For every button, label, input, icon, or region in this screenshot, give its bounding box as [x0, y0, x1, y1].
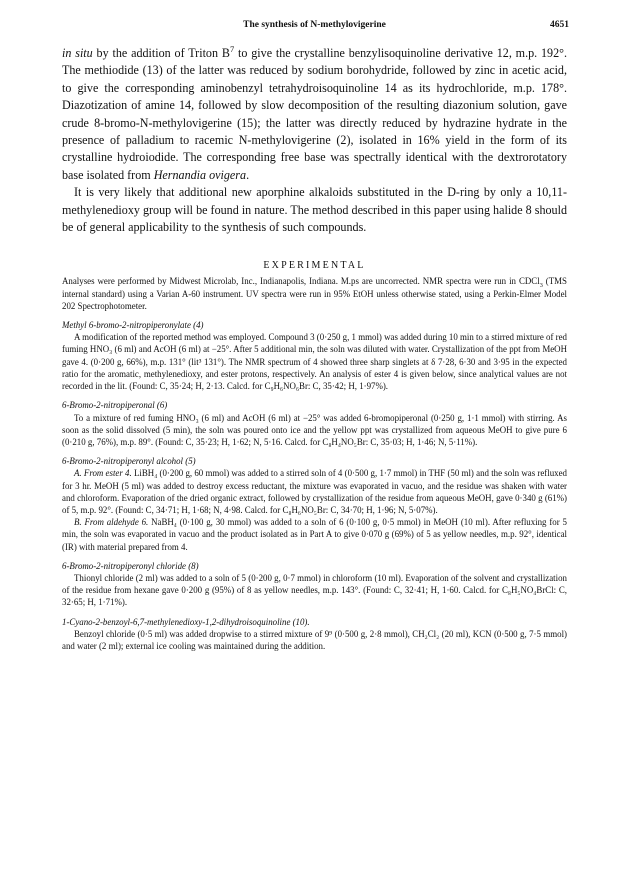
section-reissert-10 [62, 616, 567, 653]
analyses-text-run: Analyses were performed by Midwest Microlab, Inc., Indianapolis, Indiana. M.ps are uncorrected. NMR spectra were run in CDCl [62, 276, 540, 287]
experimental-heading: EXPERIMENTAL [263, 260, 366, 272]
section-chloride-8 [62, 560, 567, 609]
intro-paragraph-2: It is very likely that additional new aporphine alkaloids substituted in the D-ring by only a 10,11-methylenedioxy group will be found in nature. The method described in this paper using halide 8 should be of general applicability to the synthesis of such compounds. [62, 185, 567, 235]
intro-text-run: by the addition of Triton B [92, 46, 230, 60]
section-body: A modification of the reported method was employed. Compound 3 (0·250 g, 1 mmol) was added during 10 min to a stirred mixture of red fuming HNO₃ (6 ml) and AcOH (6 ml) at −25°. After 5 additional min, the soln was diluted with water. Crystallization of the ppt from MeOH gave 4. (0·200 g, 66%), m.p. 131° (lit³ 131°). The NMR spectrum of 4 showed three sharp singlets at δ 7·28, 6·30 and 3·95 in the expected ratio for the aromatic, methylenedioxy, and ester protons, respectively. An analysis of ester 4 is given below, since analytical values are not recorded in the lit. (Found: C, 35·24; H, 2·13. Calcd. for C₉H₆NO₆Br: C, 35·42; H, 1·97%). [62, 332, 567, 392]
section-body: To a mixture of red fuming HNO₃ (6 ml) and AcOH (6 ml) at −25° was added 6-bromopiperonal (0·250 g, 1·1 mmol) with stirring. As soon as the solid dissolved (5 min), the soln was poured onto ice and the yellow ppt was crystallized from aqueous MeOH to give pure 6 (0·210 g, 76%), m.p. 89°. (Found: C, 35·23; H, 1·62; N, 5·16. Calcd. for C₈H₄NO₅Br: C, 35·03; H, 1·46; N, 5·11%). [62, 412, 567, 447]
section-title: Methyl 6-bromo-2-nitropiperonylate (4) [62, 320, 204, 331]
reference-superscript: 7 [229, 43, 235, 54]
analyses-subscript: 3 [539, 282, 543, 290]
section-title: 6-Bromo-2-nitropiperonyl alcohol (5) [62, 456, 196, 467]
procedure-part-b [62, 516, 567, 553]
journal-page [62, 20, 567, 652]
section-body: Thionyl chloride (2 ml) was added to a soln of 5 (0·200 g, 0·7 mmol) in chloroform (10 ml). Evaporation of the solvent and crystallization of the residue from hexane gave 0·200 g (95%) of 8 as yellow needles, m.p. 143°. (Found: C, 32·41; H, 1·60. Calcd. for C₈H₅NO₄BrCl: C, 32·65; H, 1·71%). [62, 572, 567, 608]
section-aldehyde-6 [62, 399, 567, 448]
section-title: 6-Bromo-2-nitropiperonyl chloride (8) [62, 560, 199, 571]
part-text: NaBH₄ (0·100 g, 30 mmol) was added to a soln of 6 (0·100 g, 0·5 mmol) in MeOH (10 ml). After refluxing for 5 min, the soln was evaporated in vacuo and the product isolated as in Part A to give 0·070 g (69%) of 5 as yellow needles, m.p. 92°, identical (IR) with material prepared from 4. [62, 517, 567, 552]
procedure-part-a [62, 467, 567, 516]
in-situ-term: in situ [62, 46, 93, 60]
part-text: LiBH₄ (0·200 g, 60 mmol) was added to a stirred soln of 4 (0·500 g, 1·7 mmol) in THF (50 ml) and the soln was refluxed for 3 hr. MeOH (5 ml) was added to destroy excess reductant, the mixture was evaporated in vacuo, and the residue was shaken with water and chloroform. Evaporation of the dried organic extract, followed by crystallization of the residue from aqueous MeOH, gave 0·340 g (61%) of 5, m.p. 92°. (Found: C, 34·71; H, 1·68; N, 4·98. Calcd. for C₈H₆NO₅Br: C, 34·70; H, 1·96; N, 5·07%). [62, 468, 567, 515]
analyses-note [62, 275, 567, 312]
section-body: Benzoyl chloride (0·5 ml) was added dropwise to a stirred mixture of 9⁹ (0·500 g, 2·8 mmol), CH₂Cl₂ (20 ml), KCN (0·500 g, 7·5 mmol) and water (2 ml); external ice cooling was maintained during the addition. [62, 628, 567, 651]
section-title: 6-Bromo-2-nitropiperonal (6) [62, 400, 168, 411]
running-head [62, 20, 567, 34]
intro-paragraph-1 [62, 45, 567, 184]
section-ester-4 [62, 319, 567, 392]
part-lead: B. From aldehyde 6. [74, 517, 149, 528]
running-title: The synthesis of N-methylovigerine [243, 20, 386, 30]
analyses-paragraph [62, 275, 567, 312]
page-number: 4651 [550, 20, 569, 30]
section-title: 1-Cyano-2-benzoyl-6,7-methylenedioxy-1,2-dihydroisoquinoline (10). [62, 616, 310, 627]
intro-text-run: . [246, 167, 250, 182]
intro-text [62, 45, 567, 236]
part-lead: A. From ester 4. [74, 468, 132, 479]
analyses-text-run: (TMS internal standard) using a Varian A-60 instrument. UV spectra were run in 95% EtOH unless otherwise stated, using a Perkin-Elmer Model 202 Spectrophotometer. [62, 276, 567, 311]
section-alcohol-5 [62, 455, 567, 553]
intro-text-run: to give the crystalline benzylisoquinoline derivative 12, m.p. 192°. The methiodide (13) of the latter was reduced by sodium borohydride, followed by zinc in acetic acid, to give the corresponding aminobenzyl tetrahydroisoquinoline 14 as its hydrochloride, m.p. 178°. Diazotization of amine 14, followed by slow decomposition of the resulting diazonium solution, gave crude 8-bromo-N-methylovigerine (15); the latter was directly reduced by hydrazine hydrate in the presence of palladium to racemic N-methylovigerine (2), isolated in 16% yield in the form of its crystalline hydroiodide. The corresponding free base was spectrally identical with the dextrorotatory base isolated from [62, 46, 568, 182]
species-name: Hernandia ovigera [153, 167, 247, 182]
